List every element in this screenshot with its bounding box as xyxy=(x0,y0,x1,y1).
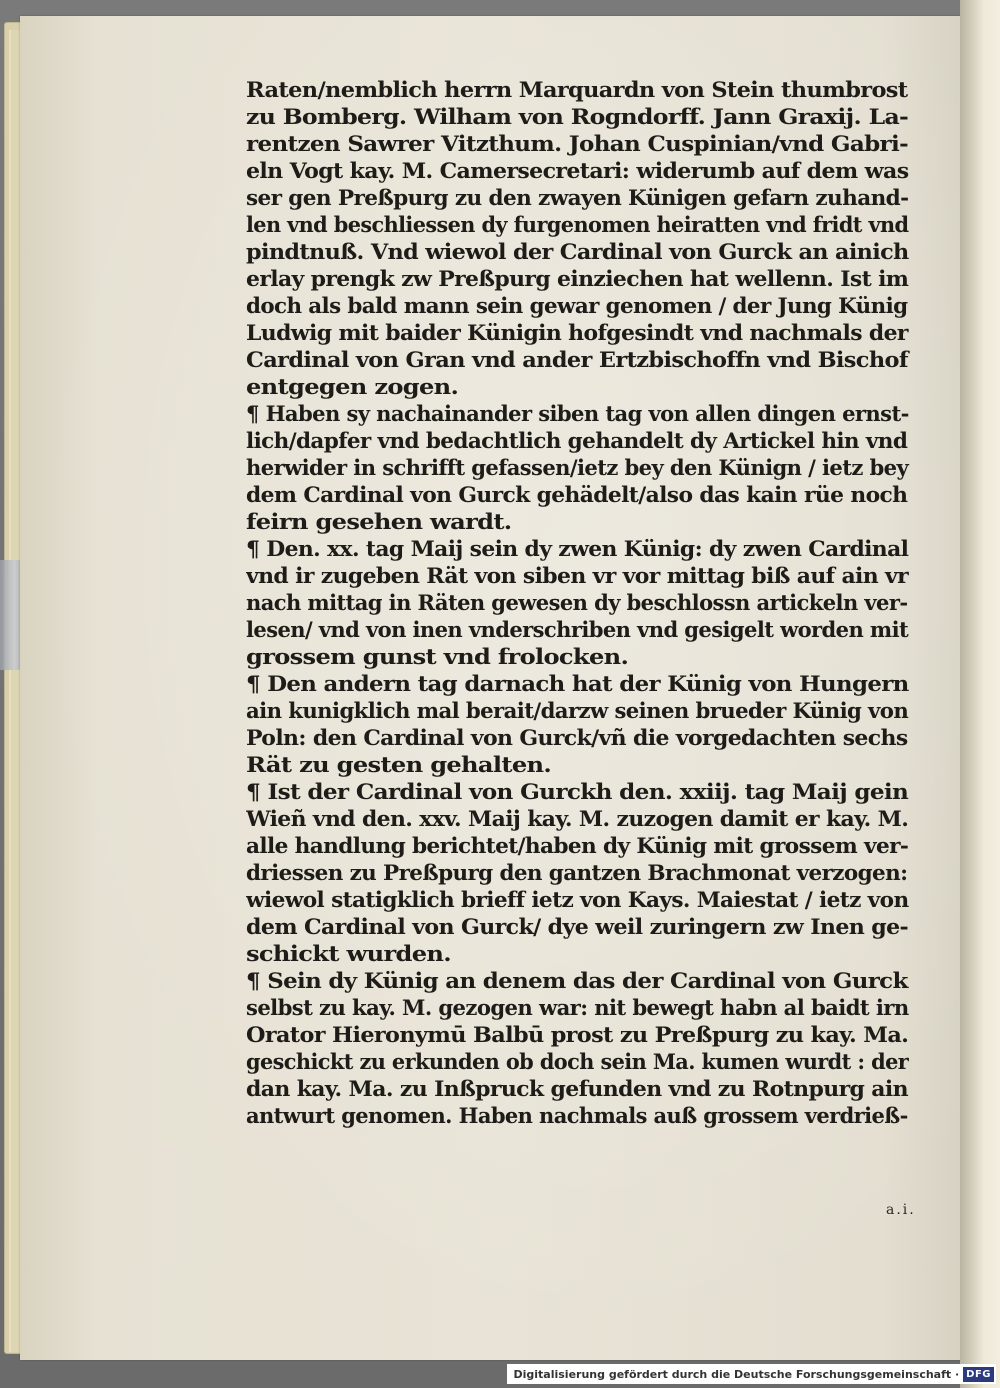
text-block xyxy=(246,76,916,1129)
text-line: entgegen zogen. xyxy=(246,374,459,399)
text-line: nach mittag in Räten gewesen dy beschlossn artickeln ver- xyxy=(246,590,908,615)
text-line: Poln: den Cardinal von Gurck/vñ die vorgedachten sechs xyxy=(246,725,908,750)
text-line: geschickt zu erkunden ob doch sein Ma. kumen wurdt : der xyxy=(246,1049,909,1074)
dfg-logo: DFG xyxy=(963,1367,994,1382)
text-line: len vnd beschliessen dy furgenomen heiratten vnd fridt vnd xyxy=(246,212,909,237)
text-line: ¶ Sein dy Künig an denem das der Cardinal von Gurck xyxy=(246,968,908,993)
text-line: ¶ Den andern tag darnach hat der Künig von Hungern xyxy=(246,671,909,696)
text-line: ¶ Haben sy nachainander siben tag von allen dingen ernst- xyxy=(246,401,909,426)
text-line: rentzen Sawrer Vitzthum. Johan Cuspinian/vnd Gabri- xyxy=(246,131,909,156)
text-line: Orator Hieronymū Balbū prost zu Preßpurg zu kay. Ma. xyxy=(246,1022,909,1047)
text-line: eln Vogt kay. M. Camersecretari: widerumb auf dem was xyxy=(246,158,909,183)
funding-credit: Digitalisierung gefördert durch die Deutsche Forschungsgemeinschaft · xyxy=(513,1367,960,1381)
text-line: Cardinal von Gran vnd ander Ertzbischoffn vnd Bischof xyxy=(246,347,908,372)
text-line: schickt wurden. xyxy=(246,941,451,966)
text-line: Rät zu gesten gehalten. xyxy=(246,752,552,777)
text-line: ¶ Ist der Cardinal von Gurckh den. xxiij. tag Maij gein xyxy=(246,779,909,804)
text-line: erlay prengk zw Preßpurg einziechen hat wellenn. Ist im xyxy=(246,266,909,291)
text-line: zu Bomberg. Wilham von Rogndorff. Jann Graxij. La- xyxy=(246,104,909,129)
text-line: ain kunigklich mal berait/darzw seinen brueder Künig von xyxy=(246,698,909,723)
text-line: dan kay. Ma. zu Inßpruck gefunden vnd zu Rotnpurg ain xyxy=(246,1076,908,1101)
text-line: wiewol statigklich brieff ietz von Kays. Maiestat / ietz von xyxy=(246,887,909,912)
text-line: herwider in schrifft gefassen/ietz bey den Künign / ietz bey xyxy=(246,455,909,480)
text-line: Raten/nemblich herrn Marquardn von Stein thumbrost xyxy=(246,77,908,102)
signature-mark: a.i. xyxy=(886,1202,916,1218)
text-line: ¶ Den. xx. tag Maij sein dy zwen Künig: dy zwen Cardinal xyxy=(246,536,909,561)
text-line: antwurt genomen. Haben nachmals auß grossem verdrieß- xyxy=(246,1103,908,1128)
text-line: driessen zu Preßpurg den gantzen Brachmonat verzogen: xyxy=(246,860,908,885)
text-line: Wieñ vnd den. xxv. Maij kay. M. zuzogen damit er kay. M. xyxy=(246,806,909,831)
text-line: selbst zu kay. M. gezogen war: nit bewegt habn al baidt irn xyxy=(246,995,909,1020)
text-line: vnd ir zugeben Rät von siben vr vor mittag biß auf ain vr xyxy=(246,563,909,588)
text-line: pindtnuß. Vnd wiewol der Cardinal von Gurck an ainich xyxy=(246,239,909,264)
text-line: alle handlung berichtet/haben dy Künig mit grossem ver- xyxy=(246,833,909,858)
text-line: dem Cardinal von Gurck/ dye weil zuringern zw Inen ge- xyxy=(246,914,909,939)
text-line: Ludwig mit baider Künigin hofgesindt vnd nachmals der xyxy=(246,320,908,345)
footer-credit xyxy=(507,1364,996,1384)
text-line: doch als bald mann sein gewar genomen / der Jung Künig xyxy=(246,293,908,318)
text-line: grossem gunst vnd frolocken. xyxy=(246,644,629,669)
text-line: feirn gesehen wardt. xyxy=(246,509,512,534)
text-line: dem Cardinal von Gurck gehädelt/also das kain rüe noch xyxy=(246,482,908,507)
text-line: lich/dapfer vnd bedachtlich gehandelt dy Artickel hin vnd xyxy=(246,428,908,453)
text-line: ser gen Preßpurg zu den zwayen Künigen gefarn zuhand- xyxy=(246,185,909,210)
text-line: lesen/ vnd von inen vnderschriben vnd gesigelt worden mit xyxy=(246,617,909,642)
